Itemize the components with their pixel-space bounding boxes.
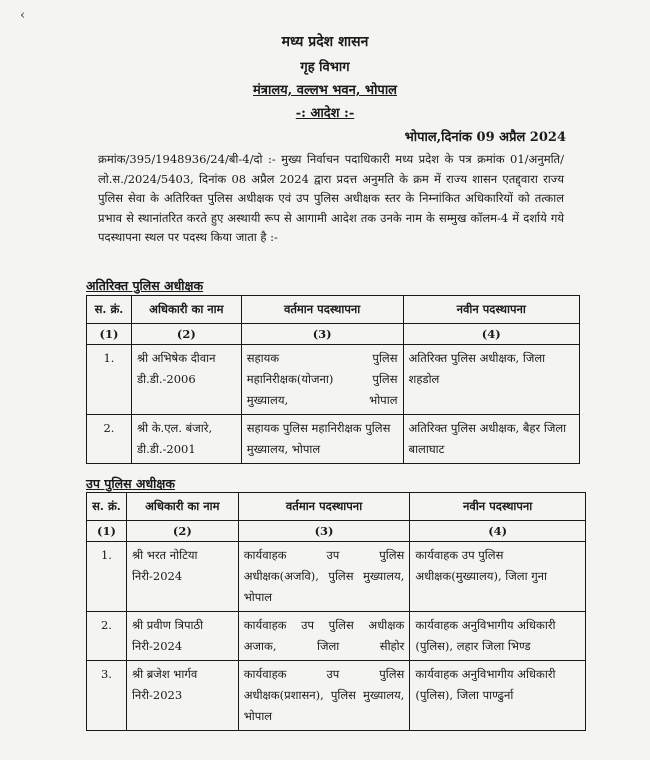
table-header-row xyxy=(87,493,586,521)
column-number-row: (1) (2) (3) (4) xyxy=(87,324,580,345)
order-heading: -: आदेश :- xyxy=(295,106,355,121)
table-row: 2. श्री के.एल. बंजारे, डी.डी.-2001 सहायक पुलिस महानिरीक्षक पुलिस मुख्यालय, भोपाल अतिरिक्त पुलिस अधीक्षक, बैहर जिला बालाघाट xyxy=(87,415,580,464)
column-number-row: (1) (2) (3) (4) xyxy=(87,521,586,542)
col-new: नवीन पदस्थापना xyxy=(410,493,586,521)
col-name: अधिकारी का नाम xyxy=(126,493,238,521)
department-title: गृह विभाग xyxy=(300,60,350,75)
col-sno: स. क्रं. xyxy=(87,493,127,521)
col-current: वर्तमान पदस्थापना xyxy=(241,296,403,324)
asp-table xyxy=(86,295,580,464)
office-address: मंत्रालय, वल्लभ भवन, भोपाल xyxy=(253,83,397,98)
table-row: 1. श्री अभिषेक दीवान डी.डी.-2006 सहायक पुलिस महानिरीक्षक(योजना) पुलिस मुख्यालय, भोपाल अतिरिक्त पुलिस अधीक्षक, जिला शहडोल xyxy=(87,345,580,415)
section-title-asp: अतिरिक्त पुलिस अधीक्षक xyxy=(86,278,204,293)
order-body: क्रमांक/395/1948936/24/बी-4/दो :- मुख्य निर्वाचन पदाधिकारी मध्य प्रदेश के पत्र क्रमांक 01/अनुमति/लो.स./2024/5403, दिनांक 08 अप्रैल 2024 द्वारा प्रदत्त अनुमति के क्रम में राज्य शासन एतद्द्वारा राज्य पुलिस सेवा के अतिरिक्त पुलिस अधीक्षक एवं उप पुलिस अधीक्षक स्तर के निम्नांकित अधिकारियों को तत्काल प्रभाव से स्थानांतरित करते हुए अस्थायी रूप से आगामी आदेश तक उनके नाम के सम्मुख कॉलम-4 में दर्शाये गये पदस्थापना स्थल पर पदस्थ किया जाता है :- xyxy=(98,152,564,244)
government-title: मध्य प्रदेश शासन xyxy=(281,34,369,50)
corner-mark: ‹ xyxy=(20,8,26,23)
col-current: वर्तमान पदस्थापना xyxy=(238,493,410,521)
col-name: अधिकारी का नाम xyxy=(131,296,241,324)
dsp-table xyxy=(86,492,586,731)
table-header-row xyxy=(87,296,580,324)
order-date: भोपाल,दिनांक 09 अप्रैल 2024 xyxy=(404,130,566,145)
col-sno: स. क्रं. xyxy=(87,296,132,324)
section-title-dsp: उप पुलिस अधीक्षक xyxy=(86,476,175,491)
table-row: 1. श्री भरत नोटिया निरी-2024 कार्यवाहक उप पुलिस अधीक्षक(अजवि), पुलिस मुख्यालय, भोपाल कार्यवाहक उप पुलिस अधीक्षक(मुख्यालय), जिला गुना xyxy=(87,542,586,612)
table-row: 2. श्री प्रवीण त्रिपाठी निरी-2024 कार्यवाहक उप पुलिस अधीक्षक अजाक, जिला सीहोर कार्यवाहक अनुविभागीय अधिकारी (पुलिस), लहार जिला भिण्ड xyxy=(87,612,586,661)
col-new: नवीन पदस्थापना xyxy=(403,296,580,324)
table-row: 3. श्री ब्रजेश भार्गव निरी-2023 कार्यवाहक उप पुलिस अधीक्षक(प्रशासन), पुलिस मुख्यालय, भोपाल कार्यवाहक अनुविभागीय अधिकारी (पुलिस), जिला पाण्ढुर्ना xyxy=(87,661,586,731)
